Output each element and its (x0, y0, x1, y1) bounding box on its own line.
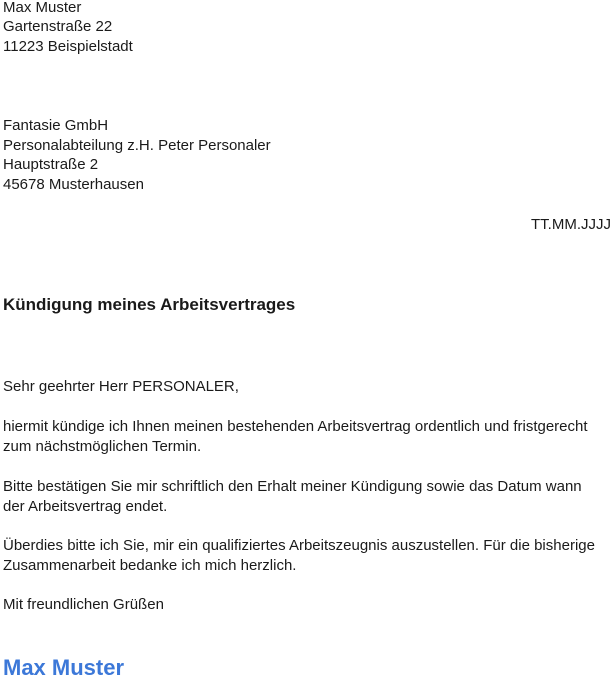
sender-name: Max Muster (3, 0, 82, 16)
closing-phrase: Mit freundlichen Grüßen (3, 596, 164, 613)
letter-date: TT.MM.JJJJ (531, 216, 611, 233)
salutation: Sehr geehrter Herr PERSONALER, (3, 378, 239, 395)
sender-street: Gartenstraße 22 (3, 18, 113, 35)
paragraph-termination: hiermit kündige ich Ihnen meinen bestehenden Arbeitsvertrag ordentlich und fristgerecht zum nächstmöglichen Termin. (3, 418, 588, 455)
recipient-company: Fantasie GmbH (3, 117, 109, 134)
recipient-city: 45678 Musterhausen (3, 176, 144, 193)
recipient-department: Personalabteilung z.H. Peter Personaler (3, 137, 271, 154)
signature: Max Muster (3, 655, 125, 680)
paragraph-reference: Überdies bitte ich Sie, mir ein qualifiziertes Arbeitszeugnis auszustellen. Für die bisherige Zusammenarbeit bedanke ich mich herzlich. (3, 537, 595, 574)
letter-subject: Kündigung meines Arbeitsvertrages (3, 295, 296, 314)
paragraph-confirmation: Bitte bestätigen Sie mir schriftlich den Erhalt meiner Kündigung sowie das Datum wann der Arbeitsvertrag endet. (3, 478, 582, 515)
recipient-street: Hauptstraße 2 (3, 156, 99, 173)
sender-city: 11223 Beispielstadt (3, 38, 133, 55)
